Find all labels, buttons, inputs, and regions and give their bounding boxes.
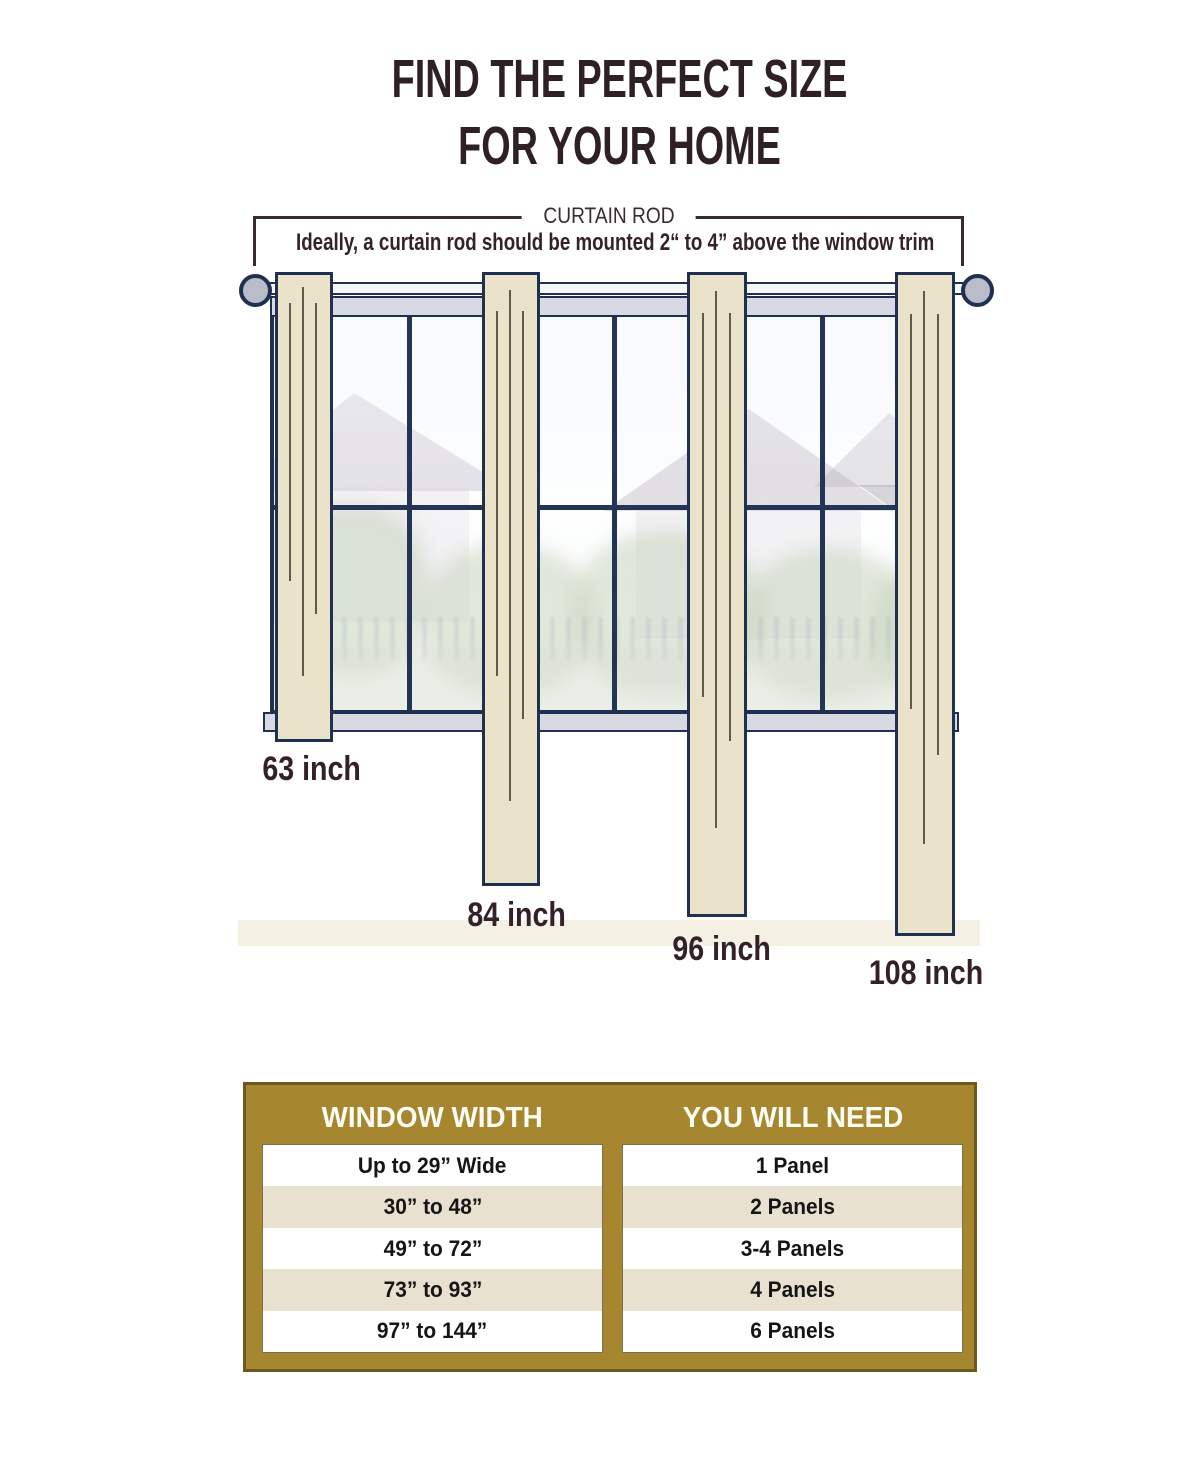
table-cell: 97” to 144” bbox=[377, 1318, 488, 1344]
table-row bbox=[623, 1311, 962, 1352]
table-row bbox=[263, 1311, 602, 1352]
curtain-fold-line bbox=[923, 291, 925, 844]
page-title-line1 bbox=[120, 49, 1120, 109]
length-label-63-text: 63 inch bbox=[262, 750, 362, 788]
table-cell: 73” to 93” bbox=[383, 1276, 482, 1302]
rod-finial-left bbox=[239, 274, 272, 307]
window-glass bbox=[270, 317, 952, 713]
table-cell: 6 Panels bbox=[750, 1318, 835, 1344]
table-row bbox=[623, 1145, 962, 1186]
page-title-line1-text: FIND THE PERFECT SIZE bbox=[392, 49, 848, 109]
window-mullion-horizontal bbox=[274, 505, 948, 510]
rod-finial-right bbox=[961, 274, 994, 307]
table-column-you-will-need bbox=[622, 1144, 963, 1353]
page-title-line2-text: FOR YOUR HOME bbox=[458, 116, 782, 176]
curtain-panel-84 bbox=[482, 272, 540, 886]
table-row bbox=[263, 1269, 602, 1310]
glass-glare-overlay bbox=[274, 317, 948, 710]
table-cell: 4 Panels bbox=[750, 1276, 835, 1302]
curtain-panel-63 bbox=[275, 272, 333, 742]
length-label-108 bbox=[816, 956, 1036, 990]
window-mullion-vertical bbox=[407, 317, 412, 710]
length-label-96-text: 96 inch bbox=[672, 930, 772, 968]
curtain-panel-96 bbox=[687, 272, 747, 917]
page-title-line2 bbox=[120, 116, 1120, 176]
curtain-fold-line bbox=[937, 314, 939, 755]
table-row bbox=[623, 1228, 962, 1269]
curtain-fold-line bbox=[509, 290, 511, 801]
table-row bbox=[623, 1186, 962, 1227]
curtain-rod-label bbox=[521, 203, 696, 229]
curtain-rod bbox=[258, 282, 966, 295]
table-header-you-will-need-text: YOU WILL NEED bbox=[682, 1102, 903, 1134]
table-cell: 2 Panels bbox=[750, 1194, 835, 1220]
panel-size-table bbox=[243, 1082, 977, 1372]
table-header-you-will-need bbox=[622, 1101, 963, 1135]
curtain-fold-line bbox=[715, 291, 717, 828]
curtain-fold-line bbox=[702, 313, 704, 696]
curtain-panel-108 bbox=[895, 272, 955, 936]
table-row bbox=[263, 1228, 602, 1269]
rod-mounting-note-text: Ideally, a curtain rod should be mounted 2“ to 4” above the window trim bbox=[295, 229, 935, 256]
window-mullion-vertical bbox=[612, 317, 617, 710]
table-cell: 3-4 Panels bbox=[740, 1235, 845, 1261]
length-label-108-text: 108 inch bbox=[868, 954, 984, 992]
window-sill bbox=[263, 712, 959, 732]
curtain-rod-label-text: CURTAIN ROD bbox=[542, 203, 675, 228]
curtain-fold-line bbox=[315, 303, 317, 614]
curtain-fold-line bbox=[910, 314, 912, 709]
length-label-63 bbox=[202, 752, 422, 786]
length-label-84 bbox=[407, 898, 627, 932]
table-header-window-width bbox=[262, 1101, 603, 1135]
length-label-96 bbox=[612, 932, 832, 966]
table-header-window-width-text: WINDOW WIDTH bbox=[321, 1102, 544, 1134]
curtain-fold-line bbox=[302, 287, 304, 677]
rod-mounting-note bbox=[115, 228, 1115, 258]
table-row bbox=[263, 1186, 602, 1227]
table-cell: 1 Panel bbox=[755, 1152, 830, 1178]
table-row bbox=[263, 1145, 602, 1186]
curtain-fold-line bbox=[289, 303, 291, 581]
table-cell: 49” to 72” bbox=[383, 1235, 482, 1261]
table-row bbox=[623, 1269, 962, 1310]
curtain-fold-line bbox=[729, 313, 731, 741]
curtain-fold-line bbox=[496, 311, 498, 676]
window-top-trim bbox=[270, 296, 952, 317]
table-cell: Up to 29” Wide bbox=[358, 1152, 507, 1178]
length-label-84-text: 84 inch bbox=[467, 896, 567, 934]
outdoor-scene bbox=[274, 317, 948, 710]
curtain-fold-line bbox=[522, 311, 524, 718]
window-mullion-vertical bbox=[820, 317, 825, 710]
table-cell: 30” to 48” bbox=[383, 1194, 482, 1220]
table-column-window-width bbox=[262, 1144, 603, 1353]
